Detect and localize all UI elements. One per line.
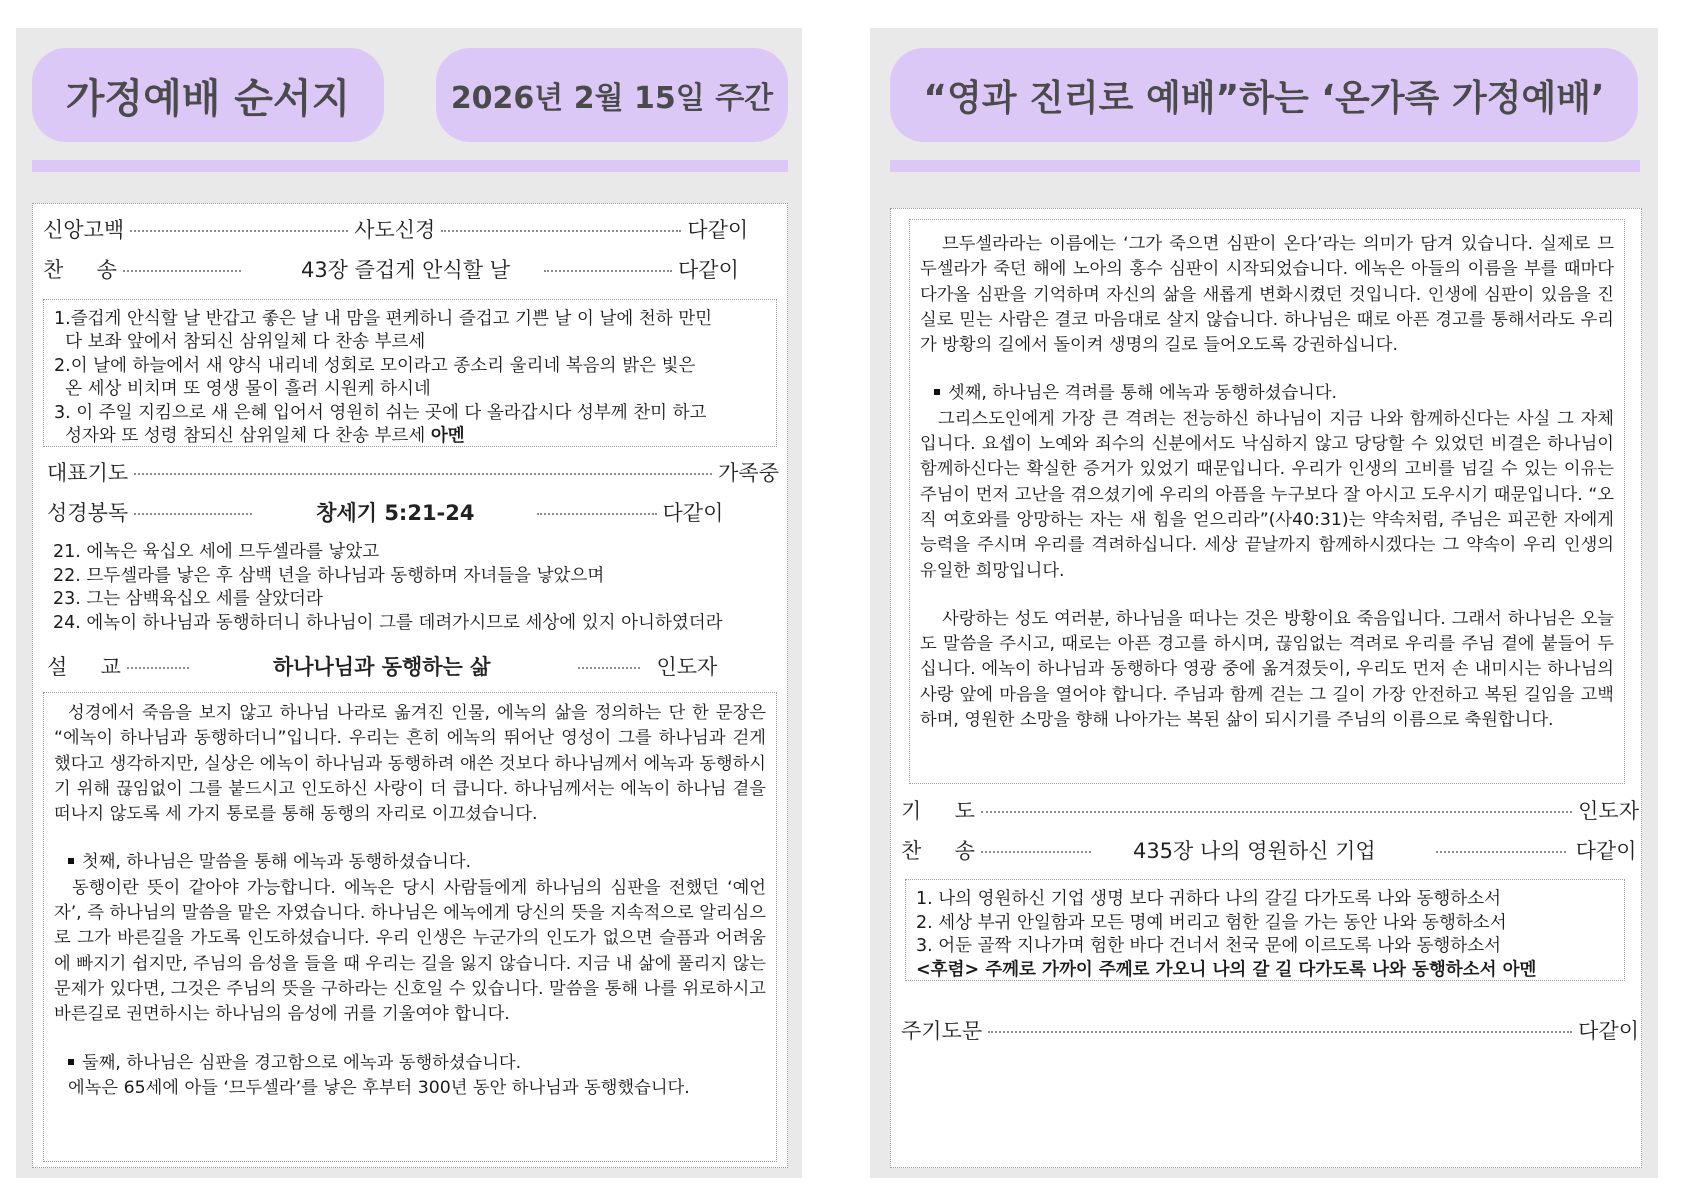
- sermon-title: 하나나님과 동행하는 삶: [272, 655, 491, 679]
- order-label: 성경봉독: [47, 501, 129, 525]
- sermon-content: [54, 701, 766, 1101]
- lyric-line: 2. 세상 부귀 안일함과 모든 명예 버리고 험한 길을 가는 동안 나와 동행하소서: [916, 913, 1507, 933]
- bullet-square-icon: [68, 858, 74, 864]
- order-sheet: [32, 203, 788, 1168]
- sermon-point-2-title: 둘째, 하나님은 심판을 경고함으로 에녹과 동행하셨습니다.: [54, 1051, 766, 1076]
- order-who: 가족중: [718, 461, 779, 485]
- order-label: 대표기도: [47, 461, 129, 485]
- hymn-lyrics-box: [43, 299, 777, 447]
- leader-dots: [130, 230, 348, 232]
- sermon-point-2-body: 에녹은 65세에 아들 ‘므두셀라’를 낳은 후부터 300년 동안 하나님과 동행했습니다.: [68, 1077, 690, 1098]
- sermon-paragraph: 므두셀라라는 이름에는 ‘그가 죽으면 심판이 온다’라는 의미가 담겨 있습니다. 실제로 므두셀라가 죽던 해에 노아의 홍수 심판이 시작되었습니다. 에녹은 아들의 이름을 부를 때마다 다가올 심판을 기억하며 자신의 삶을 새롭게 변화시켰던 것입니다. 인생에 심판이 있음을 진실로 믿는 사람은 결코 마음대로 살지 않습니다. 하나님은 때로 아픈 경고를 통해서라도 우리가 방황의 길에서 돌이켜 생명의 길로 들어오도록 강권하십니다.: [920, 234, 1614, 356]
- leader-dots: [134, 513, 252, 515]
- bullet-square-icon: [934, 389, 940, 395]
- sermon-intro: 성경에서 죽음을 보지 않고 하나님 나라로 옮겨진 인물, 에녹의 삶을 정의하는 단 한 문장은 “에녹이 하나님과 동행하더니”입니다. 우리는 흔히 에녹의 뛰어난 영성이 그를 하나님과 걷게 했다고 생각하지만, 실상은 에녹이 하나님과 동행하려 애쓴 것보다 하나님께서 에녹과 동행하시기 위해 끊임없이 그를 붙드시고 인도하신 사랑이 더 큽니다. 하나님께서는 에녹이 하나님 곁을 떠나지 않도록 세 가지 통로를 통해 동행의 자리로 이끄셨습니다.: [54, 703, 766, 825]
- leader-dots: [578, 667, 640, 669]
- order-row-hymn: [901, 835, 1639, 865]
- page-title-pill: [32, 48, 384, 142]
- lyric-line: 다 보좌 앞에서 참되신 삼위일체 다 찬송 부르세: [54, 332, 426, 352]
- order-who: 다같이: [1578, 1019, 1639, 1043]
- order-label: 찬 송: [43, 258, 117, 282]
- accent-bar: [890, 160, 1640, 172]
- leader-dots: [123, 270, 241, 272]
- leader-dots: [537, 513, 657, 515]
- verse-line: 23. 그는 삼백육십오 세를 살았더라: [53, 589, 323, 609]
- left-page: [16, 28, 802, 1178]
- order-label: 설 교: [47, 655, 121, 679]
- order-who: 다같이: [662, 501, 724, 525]
- lyric-line: 온 세상 비치며 또 영생 물이 흘러 시원케 하시네: [54, 379, 431, 399]
- order-row-hymn: [43, 254, 783, 284]
- order-row-creed: [43, 214, 783, 244]
- verse-line: 21. 에녹은 육십오 세에 므두셀라를 낳았고: [53, 542, 380, 562]
- leader-dots: [127, 667, 189, 669]
- verse-list: [53, 541, 723, 635]
- order-label: 찬 송: [901, 839, 975, 863]
- lyric-line: 3. 이 주일 지킴으로 새 은혜 입어서 영원히 쉬는 곳에 다 올라갑시다 성부께 찬미 하고: [54, 403, 707, 423]
- order-row-prayer: [901, 795, 1639, 825]
- sermon-continued-content: [920, 232, 1614, 733]
- bullet-square-icon: [68, 1059, 74, 1065]
- order-item: 435장 나의 영원하신 기업: [1132, 839, 1376, 863]
- sermon-point-3-title: 셋째, 하나님은 격려를 통해 에녹과 동행하셨습니다.: [920, 381, 1614, 406]
- verse-line: 24. 에녹이 하나님과 동행하더니 하나님이 그를 데려가시므로 세상에 있지 아니하였더라: [53, 612, 723, 633]
- scripture-reference: 창세기 5:21-24: [316, 501, 475, 525]
- order-row-scripture: [47, 497, 779, 527]
- order-who: 다같이: [1575, 839, 1637, 863]
- leader-dots: [1436, 851, 1566, 853]
- leader-dots: [981, 811, 1572, 813]
- leader-dots: [981, 851, 1091, 853]
- leader-dots: [988, 1031, 1572, 1033]
- lyric-line-last: [54, 425, 465, 449]
- lyric-line: 2.이 날에 하늘에서 새 양식 내리네 성회로 모이라고 종소리 울리네 복음의 밝은 빛은: [54, 356, 696, 376]
- sermon-conclusion: 사랑하는 성도 여러분, 하나님을 떠나는 것은 방황이요 죽음입니다. 그래서 하나님은 오늘도 말씀을 주시고, 때로는 아픈 경고를 하시며, 끊임없는 격려로 우리를 주님 곁에 붙들어 두십니다. 에녹이 하나님과 동행하다 영광 중에 옮겨졌듯이, 우리도 먼저 손 내미시는 하나님의 사랑 앞에 마음을 열어야 합니다. 주님과 함께 걷는 그 길이 가장 안전하고 복된 길임을 고백하며, 영원한 소망을 향해 나아가는 복된 삶이 되시기를 주님의 이름으로 축원합니다.: [920, 608, 1614, 731]
- order-label: 기 도: [901, 799, 975, 823]
- lyric-line: 1. 나의 영원하신 기업 생명 보다 귀하다 나의 갈길 다가도록 나와 동행하소서: [916, 889, 1502, 909]
- hymn-lyrics-box: [905, 879, 1625, 981]
- lyric-text: 성자와 또 성령 참되신 삼위일체 다 찬송 부르세: [54, 426, 431, 446]
- order-sheet: [890, 208, 1642, 1168]
- lyric-line: 3. 어둔 골짝 지나가며 험한 바다 건너서 천국 문에 이르도록 나와 동행하소서: [916, 936, 1502, 956]
- theme-title: “영과 진리로 예배”하는 ‘온가족 가정예배’: [923, 77, 1605, 119]
- leader-dots: [544, 270, 672, 272]
- order-row-prayer: [47, 457, 779, 487]
- order-label: 주기도문: [901, 1019, 983, 1043]
- sermon-point-1-title: 첫째, 하나님은 말씀을 통해 에녹과 동행하셨습니다.: [54, 850, 766, 875]
- date-pill: [436, 48, 788, 142]
- order-who: 다같이: [687, 218, 749, 242]
- lyric-line: 1.즐겁게 안식할 날 반갑고 좋은 날 내 맘을 편케하니 즐겁고 기쁜 날 이 날에 천하 만민: [54, 309, 713, 329]
- order-row-sermon: [47, 651, 779, 681]
- order-who: 인도자: [1578, 799, 1639, 823]
- amen-text: 아멘: [430, 426, 465, 446]
- refrain-line: <후렴> 주께로 가까이 주께로 가오니 나의 갈 길 다가도록 나와 동행하소서 아멘: [916, 960, 1537, 980]
- sermon-box: [43, 692, 777, 1162]
- leader-dots: [441, 230, 681, 232]
- right-page: [870, 28, 1658, 1178]
- accent-bar: [32, 160, 788, 172]
- date-label: 2026년 2월 15일 주간: [450, 81, 774, 116]
- sermon-continued-box: [909, 219, 1625, 784]
- theme-title-pill: [890, 48, 1638, 142]
- order-who: 인도자: [656, 655, 718, 679]
- page-title: 가정예배 순서지: [65, 75, 351, 122]
- leader-dots: [134, 473, 712, 475]
- order-row-lords-prayer: [901, 1015, 1639, 1045]
- verse-line: 22. 므두셀라를 낳은 후 삼백 년을 하나님과 동행하며 자녀들을 낳았으며: [53, 565, 605, 586]
- order-who: 다같이: [678, 258, 739, 282]
- order-item: 43장 즐겁게 안식할 날: [300, 258, 510, 282]
- sermon-point-3-body: 그리스도인에게 가장 큰 격려는 전능하신 하나님이 지금 나와 함께하신다는 사실 그 자체입니다. 요셉이 노예와 죄수의 신분에서도 낙심하지 않고 당당할 수 있었던 비결은 하나님이 함께하신다는 확실한 증거가 있었기 때문입니다. 우리가 인생의 고비를 넘길 수 있는 이유는 주님이 먼저 고난을 겪으셨기에 우리의 아픔을 누구보다 잘 아시고 도우시기 때문입니다. “오직 여호와를 앙망하는 자는 새 힘을 얻으리라”(사40:31)는 약속처럼, 주님은 피곤한 자에게 능력을 주시며 우리를 격려하십니다. 세상 끝날까지 함께하시겠다는 그 약속이 우리 인생의 유일한 희망입니다.: [920, 408, 1614, 581]
- order-item: 사도신경: [354, 218, 436, 242]
- sermon-point-1-body: 동행이란 뜻이 같아야 가능합니다. 에녹은 당시 사람들에게 하나님의 심판을 전했던 ‘예언자’, 즉 하나님의 말씀을 맡은 자였습니다. 하나님은 에녹에게 당신의 뜻을 지속적으로 알리심으로 그가 바른길을 가도록 인도하셨습니다. 우리 인생은 누군가의 인도가 없으면 슬픔과 어려움에 빠지기 쉽지만, 주님의 음성을 들을 때 우리는 길을 잃지 않습니다. 지금 내 삶에 풀리지 않는 문제가 있다면, 그것은 주님의 뜻을 구하라는 신호일 수 있습니다. 말씀을 통해 나를 위로하시고 바른길로 권면하시는 하나님의 음성에 귀를 기울여야 합니다.: [54, 877, 766, 1025]
- order-label: 신앙고백: [43, 218, 125, 242]
